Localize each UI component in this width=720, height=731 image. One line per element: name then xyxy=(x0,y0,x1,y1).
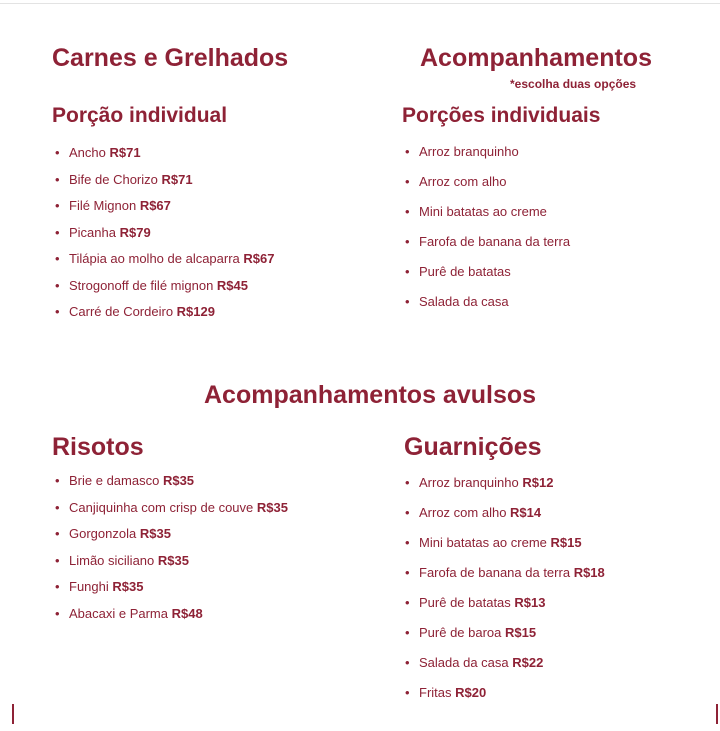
carnes-list xyxy=(55,145,275,331)
top-divider xyxy=(0,3,720,4)
list-item: • Purê de batatas xyxy=(405,264,511,279)
acompanhamentos-note: *escolha duas opções xyxy=(510,77,637,91)
guarnicoes-list xyxy=(405,475,605,715)
list-item: • Purê de baroa R$15 xyxy=(405,625,537,640)
risotos-title: Risotos xyxy=(52,433,144,461)
list-item: • Brie e damasco R$35 xyxy=(55,473,195,488)
list-item: • Mini batatas ao creme xyxy=(405,204,547,219)
list-item: • Picanha R$79 xyxy=(55,224,151,240)
list-item: • Strogonoff de filé mignon R$45 xyxy=(55,277,248,293)
list-item: • Salada da casa xyxy=(405,294,509,309)
list-item: • Carré de Cordeiro R$129 xyxy=(55,304,215,319)
list-item: • Farofa de banana da terra xyxy=(405,234,571,249)
list-item: • Mini batatas ao creme R$15 xyxy=(405,535,582,550)
list-item: • Bife de Chorizo R$71 xyxy=(55,171,193,187)
list-item: • Fritas R$20 xyxy=(405,685,487,700)
list-item: • Limão siciliano R$35 xyxy=(55,552,189,568)
list-item: • Arroz branquinho xyxy=(405,144,519,159)
carnes-title: Carnes e Grelhados xyxy=(52,44,289,72)
page-edge-right xyxy=(716,704,718,724)
page-edge-left xyxy=(12,704,14,724)
list-item: • Filé Mignon R$67 xyxy=(55,198,171,213)
list-item: • Canjiquinha com crisp de couve R$35 xyxy=(55,499,288,515)
list-item: • Arroz com alho R$14 xyxy=(405,505,542,520)
acompanhamentos-list xyxy=(405,144,570,324)
list-item: • Arroz com alho xyxy=(405,174,507,189)
carnes-subtitle: Porção individual xyxy=(52,104,228,127)
list-item: • Farofa de banana da terra R$18 xyxy=(405,565,605,580)
list-item: • Funghi R$35 xyxy=(55,579,144,594)
list-item: • Arroz branquinho R$12 xyxy=(405,475,554,490)
acompanhamentos-title: Acompanhamentos xyxy=(420,44,652,72)
avulsos-title: Acompanhamentos avulsos xyxy=(204,381,537,409)
acompanhamentos-subtitle: Porções individuais xyxy=(402,104,601,127)
risotos-list xyxy=(55,473,288,632)
list-item: • Gorgonzola R$35 xyxy=(55,526,171,541)
list-item: • Purê de batatas R$13 xyxy=(405,595,546,610)
list-item: • Abacaxi e Parma R$48 xyxy=(55,605,203,621)
list-item: • Tilápia ao molho de alcaparra R$67 xyxy=(55,251,275,266)
list-item: • Salada da casa R$22 xyxy=(405,655,544,670)
guarnicoes-title: Guarnições xyxy=(404,433,542,461)
list-item: • Ancho R$71 xyxy=(55,145,141,160)
